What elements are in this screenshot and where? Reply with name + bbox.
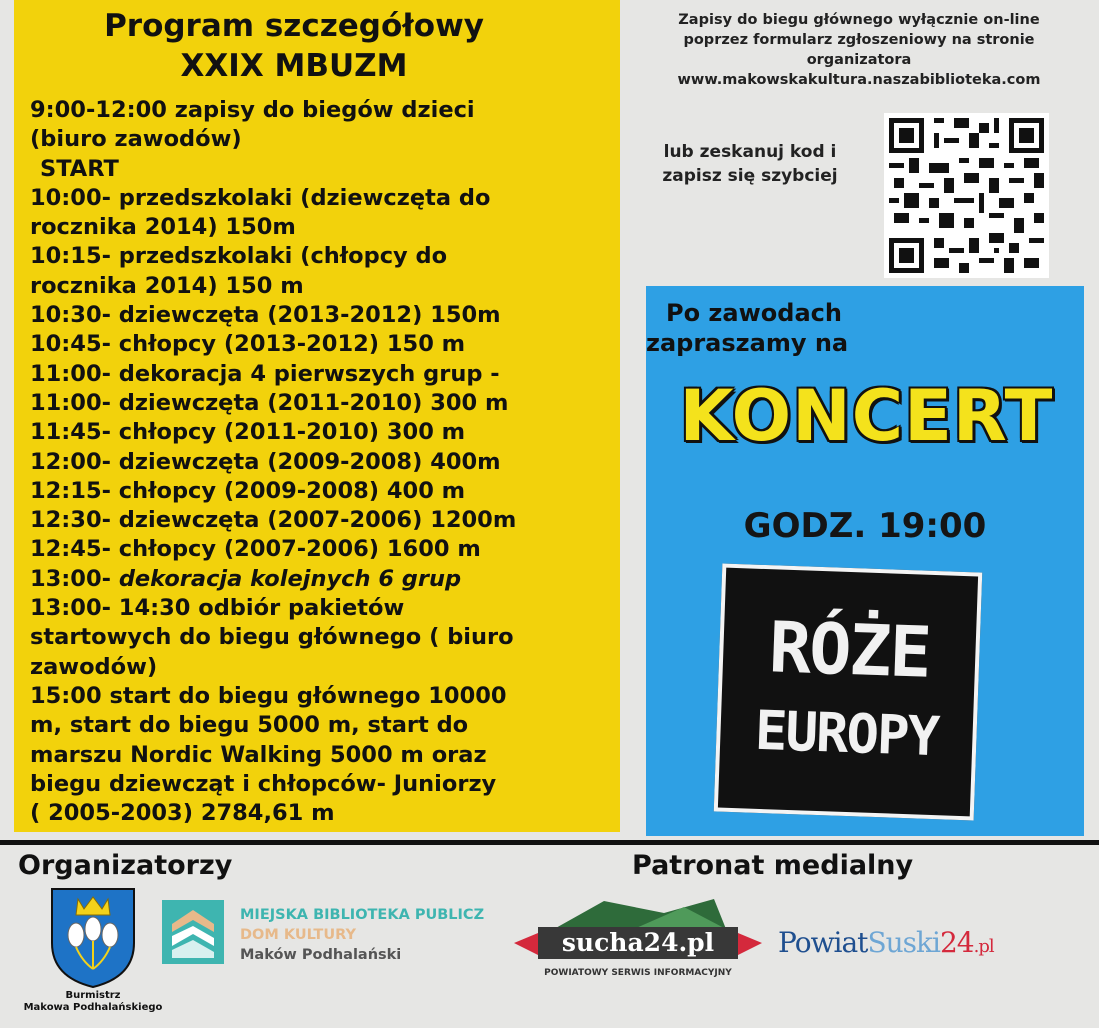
library-name-line3: Maków Podhalański [240,947,402,963]
concert-panel [646,286,1084,836]
program-title-line1: Program szczegółowy [104,8,484,44]
schedule-line: 9:00-12:00 zapisy do biegów dzieci [30,97,475,123]
organizers-heading: Organizatorzy [18,850,233,881]
schedule-line: 10:00- przedszkolaki (dziewczęta do [30,184,491,211]
program-title [14,6,574,86]
schedule-line: 12:45- chłopcy (2007-2006) 1600 m [30,536,481,563]
library-name-line2: DOM KULTURY [240,927,356,943]
registration-info [624,10,1094,90]
powiat-part1: Powiat [778,926,868,959]
mayor-label-line1: Burmistrz [65,990,121,1001]
library-logo-icon [162,900,224,964]
sucha24-logo[interactable] [514,895,762,983]
schedule-line: START [40,155,119,182]
schedule-line: 10:30- dziewczęta (2013-2012) 150m [30,302,501,329]
footer-divider [0,840,1099,845]
schedule-line: (biuro zawodów) [30,126,242,153]
library-name-line1: MIEJSKA BIBLIOTEKA PUBLICZ [240,907,485,923]
schedule-line: 11:00- dziewczęta (2011-2010) 300 m [30,389,509,416]
schedule-line: 11:00- dekoracja 4 pierwszych grup - [30,360,500,387]
mayor-label-line2: Makowa Podhalańskiego [23,1002,163,1013]
schedule-line: rocznika 2014) 150 m [30,272,304,299]
schedule-line: 12:30- dziewczęta (2007-2006) 1200m [30,507,517,534]
schedule-line: rocznika 2014) 150m [30,214,296,241]
concert-intro-line2: zapraszamy na [646,329,849,357]
mayor-label [8,990,178,1014]
concert-intro-line1: Po zawodach [666,299,842,327]
schedule-line: 15:00 start do biegu głównego 10000 [30,682,507,709]
program-title-line2: XXIX MBUZM [180,48,408,84]
powiat-part2: Suski [867,926,940,959]
band-logo [714,564,982,821]
powiatsuski24-logo[interactable] [778,924,994,966]
schedule-line: 10:45- chłopcy (2013-2012) 150 m [30,331,466,358]
schedule-line: 12:15- chłopcy (2009-2008) 400 m [30,477,466,504]
registration-line: Zapisy do biegu głównego wyłącznie on-line [678,12,1040,28]
scan-line: lub zeskanuj kod i [663,142,837,162]
schedule-line: ( 2005-2003) 2784,61 m [30,800,335,827]
sucha24-name: sucha24.pl [538,927,738,959]
schedule-line: biegu dziewcząt i chłopców- Juniorzy [30,770,497,797]
registration-line: organizatora [806,52,912,68]
schedule-line [30,565,620,594]
band-name-line1: RÓŻE [767,606,932,694]
program-panel [14,0,620,832]
band-name-line2: EUROPY [753,698,940,769]
schedule-line: 12:00- dziewczęta (2009-2008) 400m [30,448,501,475]
schedule-italic: dekoracja kolejnych 6 grup [118,565,462,592]
registration-url[interactable]: www.makowskakultura.naszabiblioteka.com [677,72,1041,88]
powiat-part3: 24 [939,926,974,959]
schedule-line: 11:45- chłopcy (2011-2010) 300 m [30,419,466,446]
concert-time: GODZ. 19:00 [743,506,987,546]
scan-info [626,140,874,188]
schedule-line: zawodów) [30,653,158,680]
schedule-line: 10:15- przedszkolaki (chłopcy do [30,243,448,270]
schedule-line: marszu Nordic Walking 5000 m oraz [30,741,487,768]
schedule-line: m, start do biegu 5000 m, start do [30,712,469,739]
scan-line: zapisz się szybciej [662,166,838,186]
concert-title: KONCERT [679,375,1054,457]
registration-line: poprzez formularz zgłoszeniowy na stronie [683,32,1035,48]
library-name [240,905,484,965]
schedule-line: startowych do biegu głównego ( biuro [30,624,514,651]
powiat-part4: .pl [973,936,994,957]
program-schedule [30,96,620,828]
qr-code-icon[interactable] [884,113,1049,278]
schedule-time: 13:00- [30,565,111,592]
concert-intro [646,298,886,358]
sucha24-tagline: POWIATOWY SERWIS INFORMACYJNY [544,968,732,978]
media-patron-heading: Patronat medialny [632,850,914,881]
schedule-line: 13:00- 14:30 odbiór pakietów [30,595,405,622]
coat-of-arms-icon [48,885,138,990]
